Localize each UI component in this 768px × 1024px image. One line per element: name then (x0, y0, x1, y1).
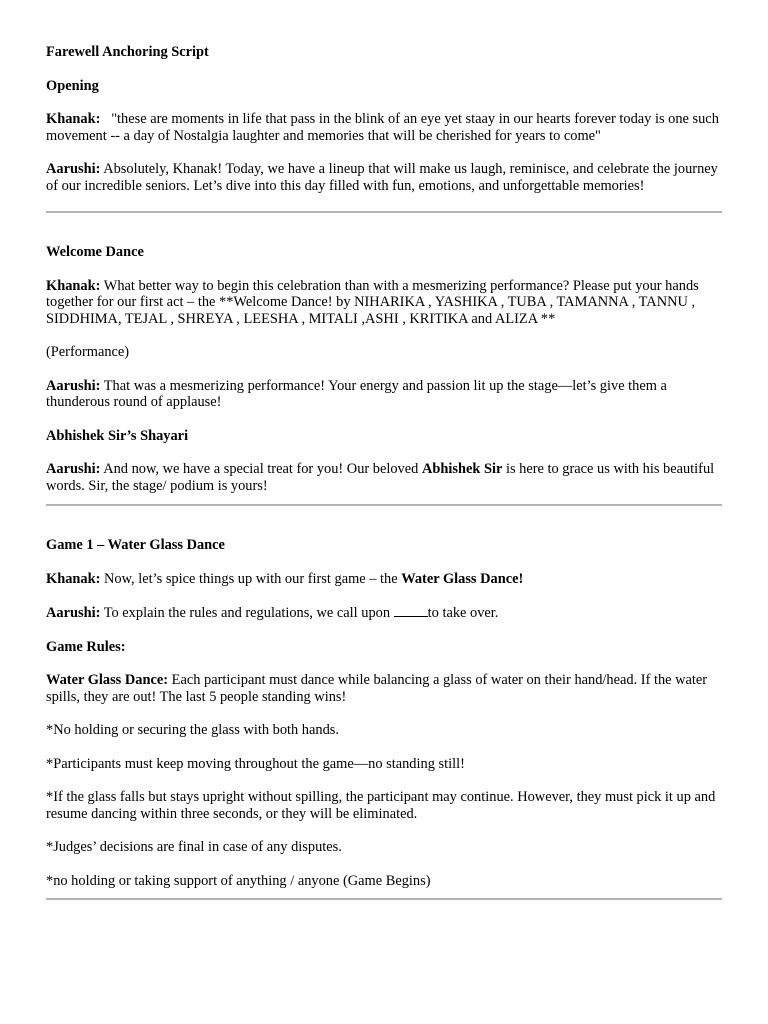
dialogue-text: What better way to begin this celebration than with a mesmerizing performance? Please put your hands together for our first act – the **Welcome Dance! by NIHARIKA , YASHIKA , TUBA , TAMANNA , TANNU , SIDDHIMA, TEJAL , SHREYA , LEESHA , MITALI ,ASHI , KRITIKA and ALIZA ** (46, 277, 699, 327)
speaker-label: Aarushi: (46, 605, 101, 621)
game1-heading: Game 1 – Water Glass Dance (46, 537, 225, 553)
document-title: Farewell Anchoring Script (46, 44, 209, 60)
speaker-label: Aarushi: (46, 461, 101, 477)
dialogue-text: to take over. (427, 605, 499, 621)
speaker-label: Khanak: (46, 570, 101, 587)
opening-heading: Opening (46, 77, 99, 94)
speaker-label: Aarushi: (46, 161, 101, 177)
dialogue-text: Absolutely, Khanak! Today, we have a lineup that will make us laugh, reminisce, and celebrate the journey of our incredible seniors. Let’s dive into this day filled with fun, emotions, and unforgettable memories! (46, 161, 718, 194)
rules-label: Water Glass Dance: (46, 672, 169, 688)
rule-item: *Participants must keep moving throughout the game—no standing still! (46, 755, 465, 772)
dialogue-text: is here to grace us with his beautiful words. Sir, the stage/ podium is yours! (46, 461, 715, 494)
section-divider (46, 211, 722, 213)
stage-note: (Performance) (46, 344, 130, 360)
dialogue-text: Now, let’s spice things up with our first game – the (104, 570, 398, 587)
speaker-label: Khanak: (46, 111, 101, 127)
rules-text: Each participant must dance while balancing a glass of water on their hand/head. If the water spills, they are out! The last 5 people standing wins! (46, 672, 708, 705)
game-rules-heading: Game Rules: (46, 638, 126, 655)
dialogue-text: To explain the rules and regulations, we call upon (103, 605, 391, 621)
rule-item: *No holding or securing the glass with both hands. (46, 722, 339, 738)
opening-line-aarushi (46, 161, 722, 194)
game1-line-khanak (46, 571, 722, 588)
welcome-line-aarushi (46, 378, 722, 411)
dialogue-text: And now, we have a special treat for you! Our beloved (103, 461, 419, 477)
rule-item: *If the glass falls but stays upright without spilling, the participant may continue. However, they must pick it up and resume dancing within three seconds, or they will be eliminated. (46, 789, 716, 822)
dialogue-text: "these are moments in life that pass in the blink of an eye yet staay in our hearts forever today is one such movement -- a day of Nostalgia laughter and memories that will be cherished for years to come" (46, 111, 719, 144)
game-rules-intro (46, 672, 722, 705)
game-name: Water Glass Dance! (401, 570, 524, 587)
dialogue-text: That was a mesmerizing performance! Your energy and passion lit up the stage—let’s give them a thunderous round of applause! (46, 377, 667, 410)
section-divider (46, 898, 722, 900)
shayari-heading: Abhishek Sir’s Shayari (46, 427, 189, 444)
honoree-name: Abhishek Sir (421, 461, 503, 477)
rule-item: *no holding or taking support of anything / anyone (Game Begins) (46, 872, 431, 889)
game1-line-aarushi (46, 604, 722, 622)
opening-line-khanak (46, 111, 722, 144)
shayari-line-aarushi (46, 461, 722, 494)
rule-item: *Judges’ decisions are final in case of any disputes. (46, 839, 342, 855)
section-divider (46, 504, 722, 506)
welcome-dance-heading: Welcome Dance (46, 244, 144, 260)
welcome-line-khanak (46, 278, 722, 328)
blank-fill-line (394, 604, 428, 617)
speaker-label: Aarushi: (46, 377, 101, 394)
speaker-label: Khanak: (46, 277, 101, 294)
